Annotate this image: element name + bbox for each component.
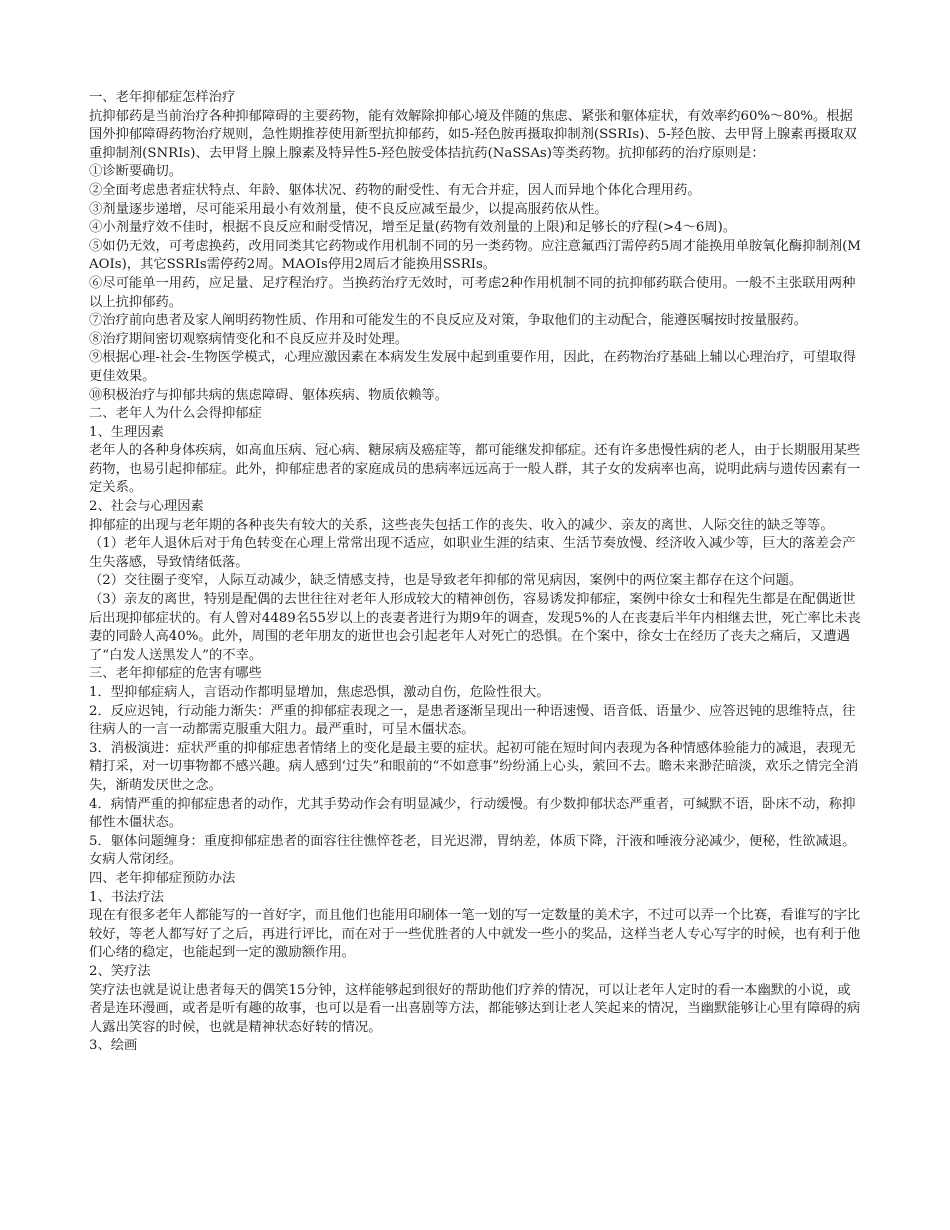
section-heading-harms: 三、老年抑郁症的危害有哪些 [89,666,262,682]
subheading-painting: 3、绘画 [89,1038,138,1054]
subheading-physiological: 1、生理因素 [89,424,164,440]
harm-item-5: 5．躯体问题缠身：重度抑郁症患者的面容往往憔悴苍老，目光迟滞，胃纳差，体质下降，汗液和唾液分泌减少，便秘，性欲减退。女病人常闭经。 [89,833,856,868]
principle-item-1: ①诊断要确切。 [89,164,183,180]
principle-item-8: ⑧治疗期间密切观察病情变化和不良反应并及时处理。 [89,331,409,347]
document-page [89,89,861,1056]
principle-item-10: ⑩积极治疗与抑郁共病的焦虑障碍、躯体疾病、物质依赖等。 [89,387,449,403]
section-heading-causes: 二、老年人为什么会得抑郁症 [89,406,262,422]
paragraph-laughter: 笑疗法也就是说让患者每天的偶笑15分钟，这样能够起到很好的帮助他们疗养的情况，可以让老年人定时的看一本幽默的小说，或者是连环漫画，或者是听有趣的故事，也可以是看一出喜剧等方法，都能够达到让老人笑起来的情况，当幽默能够让心里有障碍的病人露出笑容的时候，也就是精神状态好转的情况。 [89,982,861,1035]
principle-item-9: ⑨根据心理-社会-生物医学模式，心理应激因素在本病发生发展中起到重要作用，因此，在药物治疗基础上辅以心理治疗，可望取得更佳效果。 [89,350,856,384]
harm-item-1: 1．型抑郁症病人，言语动作都明显增加，焦虑恐惧，激动自伤，危险性很大。 [89,685,550,700]
subheading-laughter: 2、笑疗法 [89,963,151,979]
paragraph-social-intro: 抑郁症的出现与老年期的各种丧失有较大的关系，这些丧失包括工作的丧失、收入的减少、亲友的离世、人际交往的缺乏等等。 [89,517,834,533]
paragraph-antidepressants-intro: 抗抑郁药是当前治疗各种抑郁障碍的主要药物，能有效解除抑郁心境及伴随的焦虑、紧张和躯体症状，有效率约60%～80%。根据国外抑郁障碍药物治疗规则，急性期推荐使用新型抗抑郁药，如5-羟色胺再摄取抑制剂(SSRIs)、5-羟色胺、去甲肾上腺素再摄取双重抑制剂(SNRIs)、去甲肾上腺上腺素及特异性5-羟色胺受体拮抗药(NaSSAs)等类药物。抗抑郁药的治疗原则是： [89,108,857,161]
paragraph-calligraphy: 现在有很多老年人都能写的一首好字，而且他们也能用印刷体一笔一划的写一定数量的美术字，不过可以弄一个比赛，看谁写的字比较好，等老人都写好了之后，再进行评比，而在对于一些优胜者的人中就发一些小的奖品，这样当老人专心写字的时候，也有利于他们心绪的稳定，也能起到一定的激励额作用。 [89,908,861,961]
subheading-social-psychological: 2、社会与心理因素 [89,499,204,515]
paragraph-social-circle: （2）交往圈子变窄，人际互动减少，缺乏情感支持，也是导致老年抑郁的常见病因，案例中的两位案主都存在这个问题。 [89,573,803,589]
principle-item-2: ②全面考虑患者症状特点、年龄、躯体状况、药物的耐受性、有无合并症，因人而异地个体化合理用药。 [89,182,701,198]
paragraph-social-retirement: （1）老年人退休后对于角色转变在心理上常常出现不适应，如职业生涯的结束、生活节奏放慢、经济收入减少等，巨大的落差会产生失落感，导致情绪低落。 [89,536,856,570]
section-heading-prevention: 四、老年抑郁症预防办法 [89,870,236,886]
principle-item-3: ③剂量逐步递增，尽可能采用最小有效剂量，使不良反应减至最少，以提高服药依从性。 [89,201,608,217]
paragraph-social-bereavement: （3）亲友的离世，特别是配偶的去世往往对老年人形成较大的精神创伤，容易诱发抑郁症，案例中徐女士和程先生都是在配偶逝世后出现抑郁症状的。有人曾对4489名55岁以上的丧妻者进行为期9年的调查，发现5%的人在丧妻后半年内相继去世，死亡率比未丧妻的同龄人高40%。此外，周围的老年朋友的逝世也会引起老年人对死亡的恐惧。在个案中，徐女士在经历了丧夫之痛后，又遭遇了“白发人送黑发人”的不幸。 [89,592,861,663]
harm-item-3: 3．消极演进：症状严重的抑郁症患者情绪上的变化是最主要的症状。起初可能在短时间内表现为各种情感体验能力的减退，表现无精打采，对一切事物都不感兴趣。病人感到‘过失”和眼前的“不如意事”纷纷涌上心头，萦回不去。瞻未来渺茫暗淡，欢乐之情完全消失，渐萌发厌世之念。 [89,740,859,793]
principle-item-5: ⑤如仍无效，可考虑换药，改用同类其它药物或作用机制不同的另一类药物。应注意氟西汀需停药5周才能换用单胺氧化酶抑制剂(MAOIs)，其它SSRIs需停药2周。MAOIs停用2周后才能换用SSRIs。 [89,238,861,273]
principle-item-4: ④小剂量疗效不佳时，根据不良反应和耐受情况，增至足量(药物有效剂量的上限)和足够长的疗程(>4～6周)。 [89,220,737,236]
harm-item-4: 4．病情严重的抑郁症患者的动作，尤其手势动作会有明显减少，行动缓慢。有少数抑郁状态严重者，可缄默不语，卧床不动，称抑郁性木僵状态。 [89,796,856,831]
paragraph-physiological: 老年人的各种身体疾病，如高血压病、冠心病、糖尿病及癌症等，都可能继发抑郁症。还有许多患慢性病的老人，由于长期服用某些药物，也易引起抑郁症。此外，抑郁症患者的家庭成员的患病率远远高于一般人群，其子女的发病率也高，说明此病与遗传因素有一定关系。 [89,443,861,496]
principle-item-7: ⑦治疗前向患者及家人阐明药物性质、作用和可能发生的不良反应及对策，争取他们的主动配合，能遵医嘱按时按量服药。 [89,313,808,329]
subheading-calligraphy: 1、书法疗法 [89,889,164,905]
harm-item-2: 2．反应迟钝，行动能力渐失：严重的抑郁症表现之一，是患者逐渐呈现出一种语速慢、语音低、语量少、应答迟钝的思维特点，往往病人的一言一动都需克服重大阻力。最严重时，可呈木僵状态。 [89,703,856,738]
principle-item-6: ⑥尽可能单一用药，应足量、足疗程治疗。当换药治疗无效时，可考虑2种作用机制不同的抗抑郁药联合使用。一般不主张联用两种以上抗抑郁药。 [89,275,856,310]
section-heading-treatment: 一、老年抑郁症怎样治疗 [89,90,236,105]
